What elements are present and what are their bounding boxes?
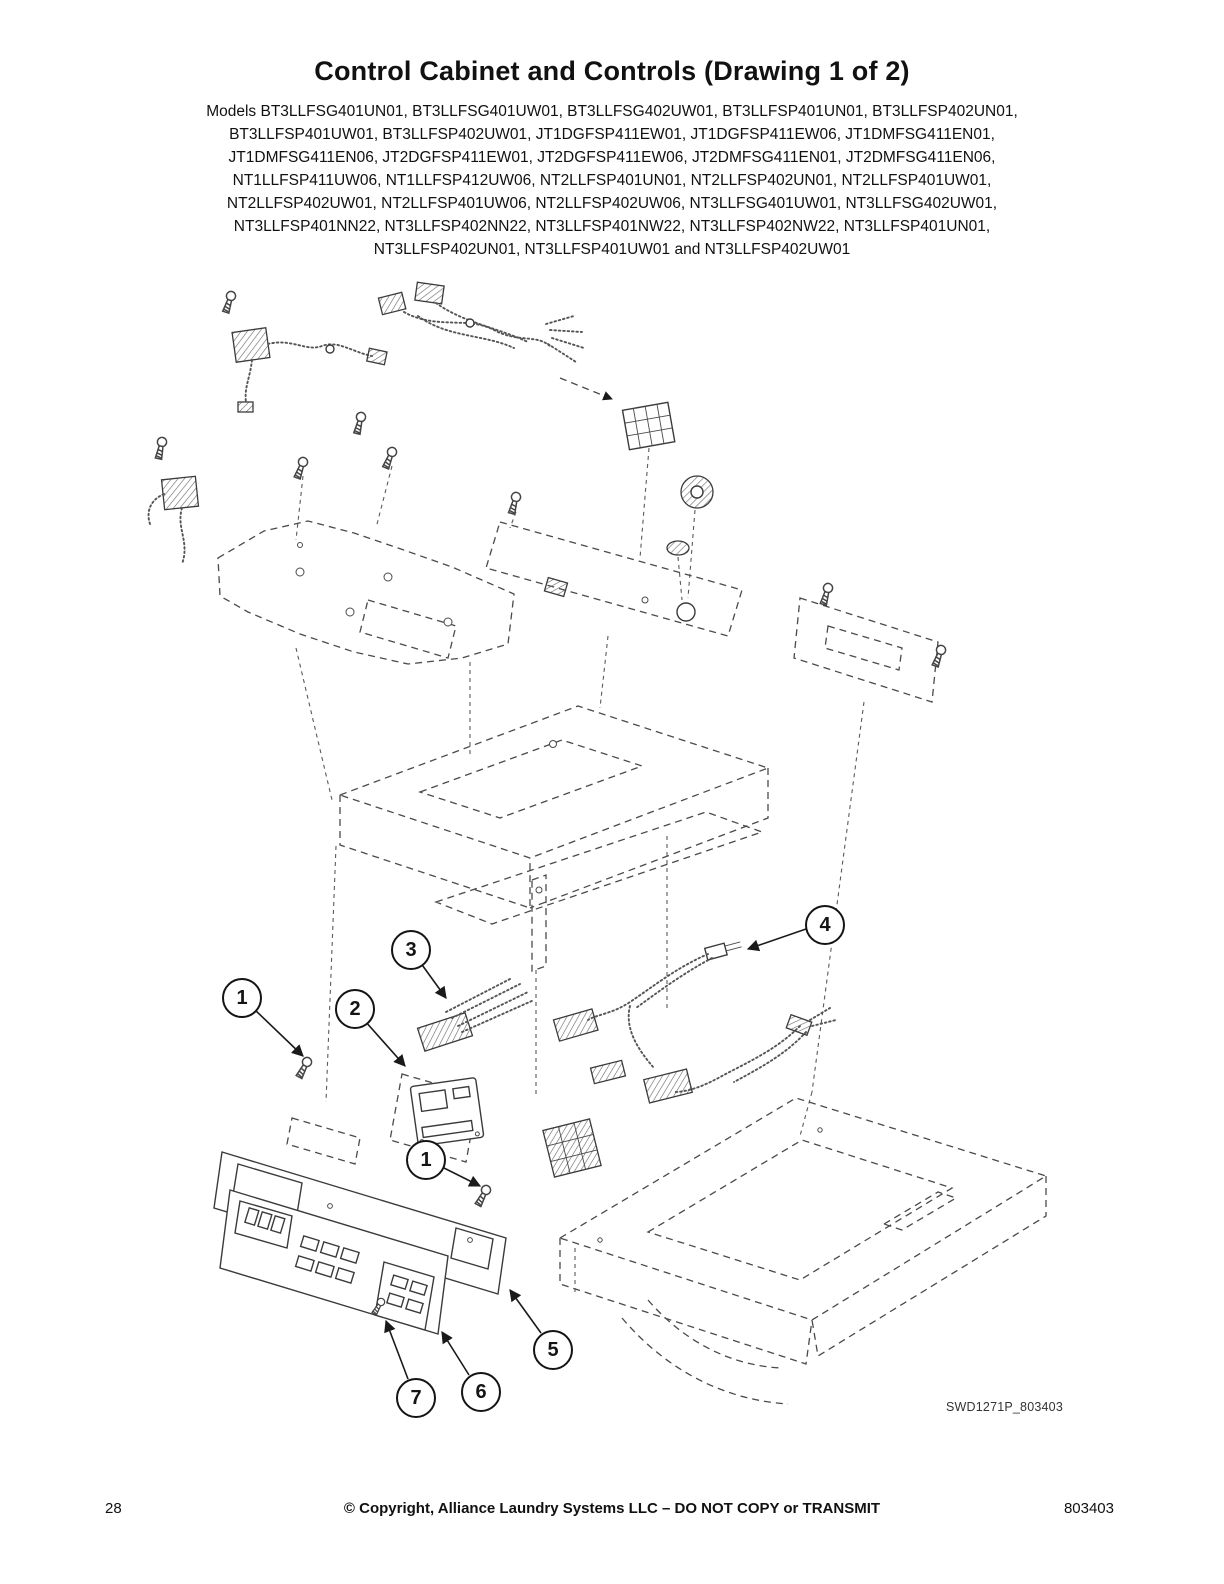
models-line: NT1LLFSP411UW06, NT1LLFSP412UW06, NT2LLFSP401UN01, NT2LLFSP402UN01, NT2LLFSP401UW01, [232, 172, 992, 189]
sensor-harness [553, 939, 742, 1103]
drawing-reference: SWD1271P_803403 [946, 1400, 1063, 1414]
models-line: JT1DMFSG411EN06, JT2DGFSP411EW01, JT2DGFSP411EW06, JT2DMFSG411EN01, JT2DMFSG411EN06, [228, 149, 996, 166]
callout-7: 7 [396, 1378, 436, 1418]
control-hood-box [296, 636, 768, 908]
page-title: Control Cabinet and Controls (Drawing 1 of 2) [314, 56, 910, 86]
harness-top-middle [378, 282, 612, 399]
harness-right [674, 1008, 836, 1092]
document-number: 803403 [1063, 1500, 1114, 1517]
callout-1a: 1 [222, 978, 262, 1018]
harness-left [149, 437, 199, 564]
ribbon-harness [418, 978, 534, 1051]
models-line: NT2LLFSP402UW01, NT2LLFSP401UW06, NT2LLFSP402UW06, NT3LLFSG401UW01, NT3LLFSG402UW01, [226, 195, 998, 212]
mounting-bracket [218, 521, 514, 664]
callout-5: 5 [533, 1330, 573, 1370]
terminal-block-connector [623, 402, 675, 449]
cross-panel [486, 491, 742, 636]
models-line: NT3LLFSP401NN22, NT3LLFSP402NN22, NT3LLFSP401NW22, NT3LLFSP402NW22, NT3LLFSP401UN01, [233, 218, 991, 235]
callout-2: 2 [335, 989, 375, 1029]
cabinet-top [560, 1098, 1046, 1404]
callout-4: 4 [805, 905, 845, 945]
harness-top-left [221, 290, 387, 412]
models-line: BT3LLFSP401UW01, BT3LLFSP402UW01, JT1DGFSP411EW01, JT1DGFSP411EW06, JT1DMFSG411EN01, [229, 126, 995, 143]
models-line: Models BT3LLFSG401UN01, BT3LLFSG401UW01, BT3LLFSG402UW01, BT3LLFSP401UN01, BT3LLFSP402UN01, [206, 103, 1018, 120]
callout-leaders [253, 929, 806, 1379]
callout-1b: 1 [406, 1140, 446, 1180]
grommet-and-cap [640, 448, 713, 600]
rear-bracket-right [794, 582, 947, 1136]
page-number: 28 [105, 1500, 122, 1517]
callout-3: 3 [391, 930, 431, 970]
copyright-notice: © Copyright, Alliance Laundry Systems LLC – DO NOT COPY or TRANSMIT [343, 1500, 881, 1517]
page-footer [0, 1498, 1224, 1528]
callout-6: 6 [461, 1372, 501, 1412]
models-line: NT3LLFSP402UN01, NT3LLFSP401UW01 and NT3LLFSP402UW01 [373, 241, 851, 258]
large-connector [543, 1119, 601, 1177]
